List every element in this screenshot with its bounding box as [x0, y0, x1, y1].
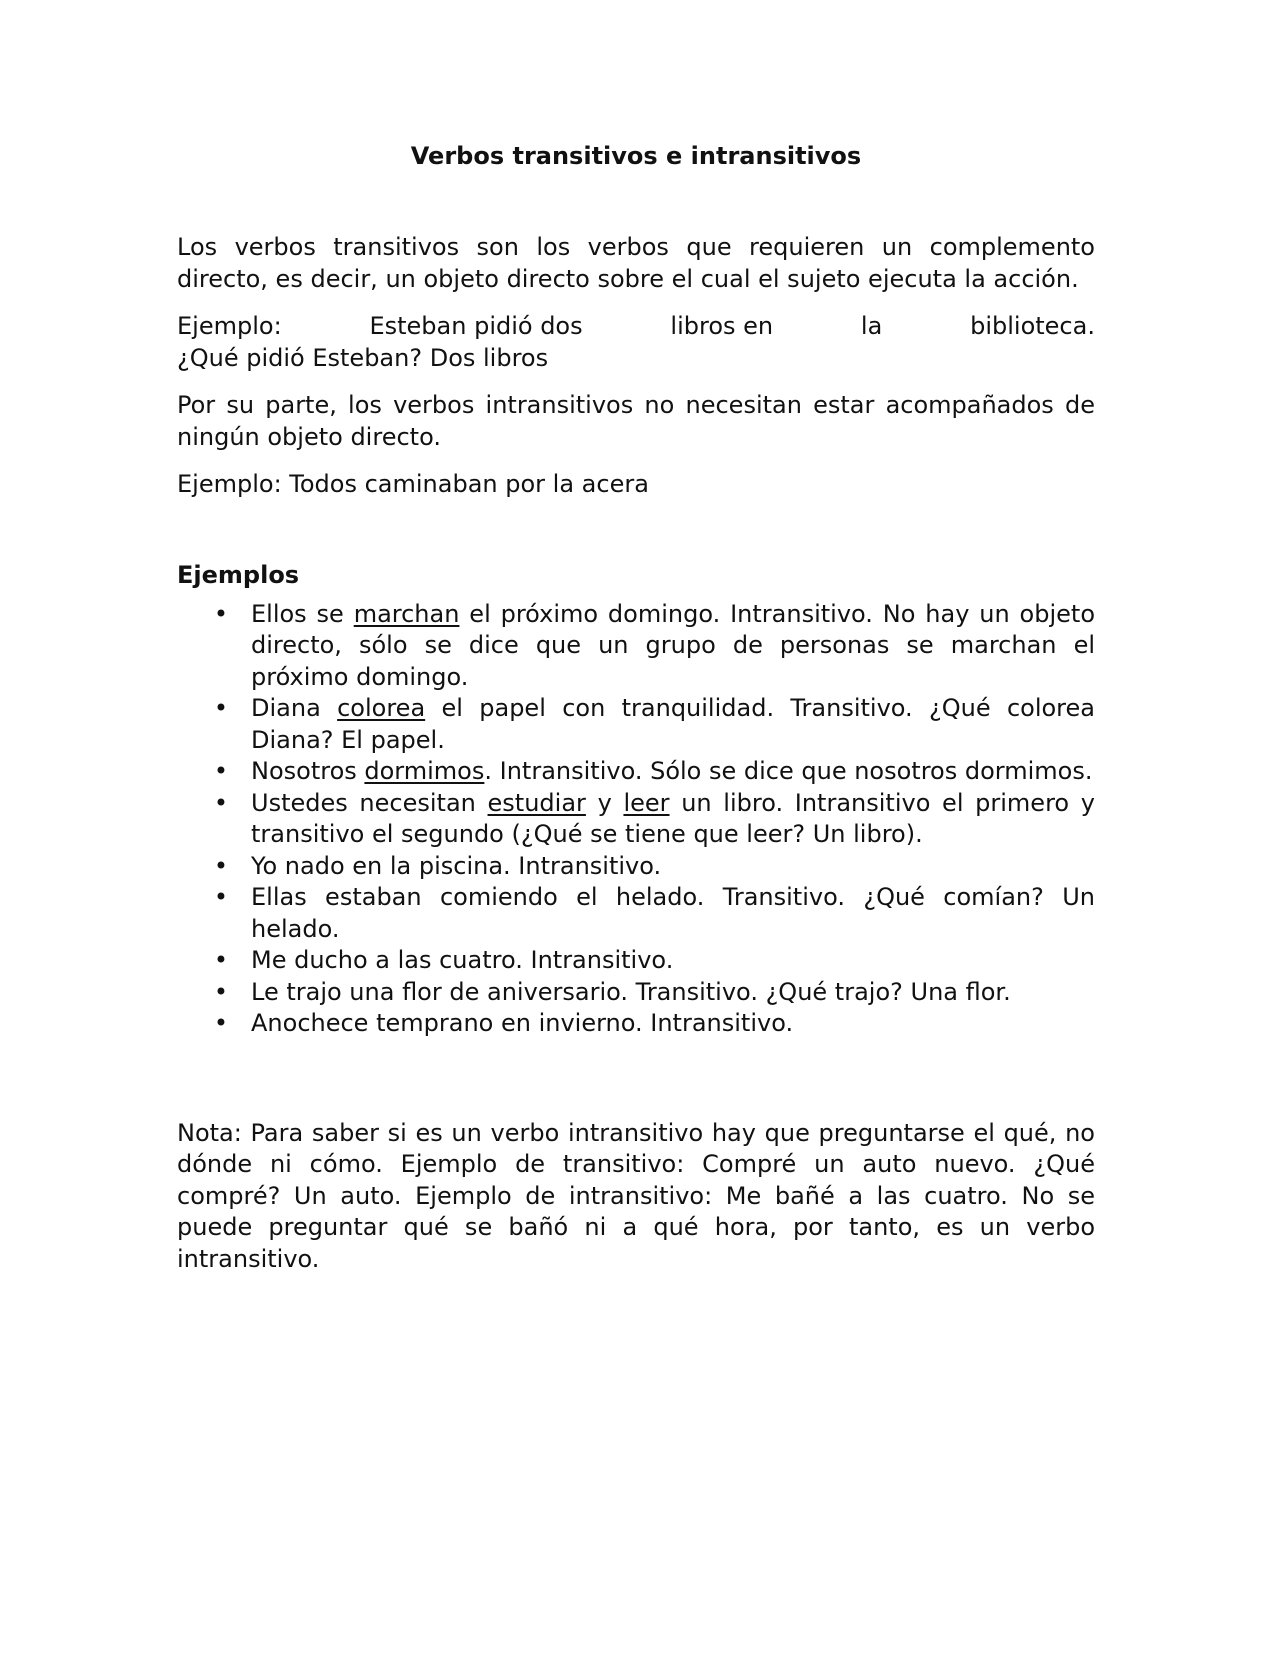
list-item: • Anochece temprano en invierno. Intransitivo. [251, 1008, 1095, 1040]
intransitive-paragraph: Por su parte, los verbos intransitivos no necesitan estar acompañados de ningún objeto directo. [177, 391, 1095, 451]
intransitive-example: Ejemplo: Todos caminaban por la acera [177, 470, 649, 498]
verb-underlined: leer [623, 788, 670, 817]
verb-underlined: estudiar [487, 788, 586, 817]
bullet-icon: • [213, 977, 229, 1006]
example-word: la [860, 312, 883, 340]
bullet-icon: • [213, 788, 229, 817]
list-item: • Nosotros dormimos. Intransitivo. Sólo se dice que nosotros dormimos. [251, 756, 1095, 788]
bullet-icon: • [213, 1009, 229, 1037]
intro-paragraph: Los verbos transitivos son los verbos que requieren un complemento directo, es decir, un objeto directo sobre el cual el sujeto ejecuta la acción. [177, 233, 1095, 293]
bullet-icon: • [213, 883, 229, 911]
example-word: Esteban pidió dos [369, 312, 583, 340]
examples-heading: Ejemplos [177, 560, 300, 589]
bullet-icon: • [213, 946, 229, 974]
example-word: Ejemplo: [177, 312, 282, 340]
verb-underlined: dormimos [364, 757, 485, 785]
list-item: • Le trajo una flor de aniversario. Transitivo. ¿Qué trajo? Una flor. [251, 977, 1095, 1009]
verb-underlined: colorea [337, 694, 426, 722]
examples-list [177, 599, 1095, 1040]
document-title: Verbos transitivos e intransitivos [410, 142, 862, 170]
verb-underlined: marchan [353, 599, 460, 628]
list-item: • Me ducho a las cuatro. Intransitivo. [251, 945, 1095, 977]
list-item: • Yo nado en la piscina. Intransitivo. [251, 851, 1095, 883]
list-item: • Ustedes necesitan estudiar y leer un libro. Intransitivo el primero y transitivo el segundo (¿Qué se tiene que leer? Un libro). [251, 788, 1095, 851]
bullet-icon: • [213, 851, 229, 880]
bullet-icon: • [213, 599, 229, 628]
transitive-example-sentence [177, 311, 1095, 343]
bullet-icon: • [213, 757, 229, 785]
example-word: biblioteca. [970, 312, 1095, 340]
list-item: • Ellos se marchan el próximo domingo. Intransitivo. No hay un objeto directo, sólo se dice que un grupo de personas se marchan el próximo domingo. [251, 599, 1095, 694]
transitive-example [177, 311, 1095, 374]
note-paragraph: Nota: Para saber si es un verbo intransitivo hay que preguntarse el qué, no dónde ni cómo. Ejemplo de transitivo: Compré un auto nuevo. ¿Qué compré? Un auto. Ejemplo de intransitivo: Me bañé a las cuatro. No se puede preguntar qué se bañó ni a qué hora, por tanto, es un verbo intransitivo. [177, 1118, 1095, 1273]
example-word: libros en [670, 312, 774, 340]
document-page [177, 140, 1095, 1275]
transitive-example-question: ¿Qué pidió Esteban? Dos libros [177, 343, 549, 372]
list-item: • Ellas estaban comiendo el helado. Transitivo. ¿Qué comían? Un helado. [251, 882, 1095, 945]
bullet-icon: • [213, 694, 229, 722]
list-item: • Diana colorea el papel con tranquilidad. Transitivo. ¿Qué colorea Diana? El papel. [251, 693, 1095, 756]
